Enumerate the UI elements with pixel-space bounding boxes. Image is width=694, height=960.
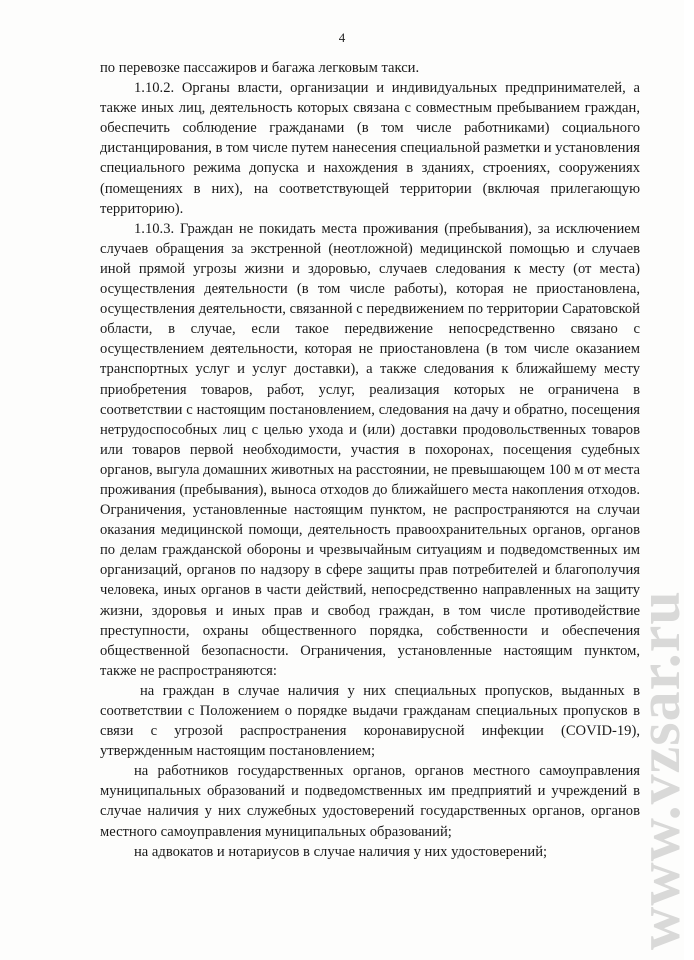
paragraph-exception-lawyers: на адвокатов и нотариусов в случае наличия у них удостоверений;: [134, 843, 548, 860]
document-body: [100, 58, 640, 862]
paragraph-exception-passes: на граждан в случае наличия у них специальных пропусков, выданных в соответствии с Положением о порядке выдачи гражданам специальных пропусков в связи с угрозой распространения коронавирусной инфекции (COVID-19), утвержденным настоящим постановлением;: [100, 682, 640, 760]
watermark: www.vzsar.ru: [626, 590, 692, 950]
paragraph-1-10-2: 1.10.2. Органы власти, организации и индивидуальных предпринимателей, а также иных лиц, деятельность которых связана с совместным пребыванием граждан, обеспечить соблюдение гражданами (в том числе работниками) социального дистанцирования, в том числе путем нанесения специальной разметки и установления специального режима допуска и нахождения в зданиях, строениях, сооружениях (помещениях в них), на соответствующей территории (включая прилегающую территорию).: [100, 80, 640, 217]
paragraph-1-10-3: 1.10.3. Граждан не покидать места проживания (пребывания), за исключением случаев обращения за экстренной (неотложной) медицинской помощью и случаев иной прямой угрозы жизни и здоровью, случаев следования к месту (от места) осуществления деятельности (в том числе работы), которая не приостановлена, осуществления деятельности, связанной с передвижением по территории Саратовской области, в случае, если такое передвижение непосредственно связано с осуществлением деятельности, которая не приостановлена (в том числе оказанием транспортных услуг и услуг доставки), а также следования к ближайшему месту приобретения товаров, работ, услуг, реализация которых не ограничена в соответствии с настоящим постановлением, следования на дачу и обратно, посещения нетрудоспособных лиц с целью ухода и (или) доставки продовольственных товаров или товаров первой необходимости, участия в похоронах, посещения судебных органов, выгула домашних животных на расстоянии, не превышающем 100 м от места проживания (пребывания), выноса отходов до ближайшего места накопления отходов. Ограничения, установленные настоящим пунктом, не распространяются на случаи оказания медицинской помощи, деятельность правоохранительных органов, органов по делам гражданской обороны и чрезвычайным ситуациям и подведомственных им организаций, органов по надзору в сфере защиты прав потребителей и благополучия человека, иных органов в части действий, непосредственно направленных на защиту жизни, здоровья и иных прав и свобод граждан, в том числе противодействие преступности, охраны общественного порядка, собственности и обеспечения общественной безопасности. Ограничения, установленные настоящим пунктом, также не распространяются:: [100, 220, 640, 679]
paragraph-exception-officials: на работников государственных органов, органов местного самоуправления муниципальных образований и подведомственных им предприятий и учреждений в случае наличия у них служебных удостоверений государственных органов, органов местного самоуправления муниципальных образований;: [100, 763, 640, 840]
paragraph-continuation: по перевозке пассажиров и багажа легковым такси.: [100, 60, 420, 76]
page-number: 4: [338, 30, 346, 45]
